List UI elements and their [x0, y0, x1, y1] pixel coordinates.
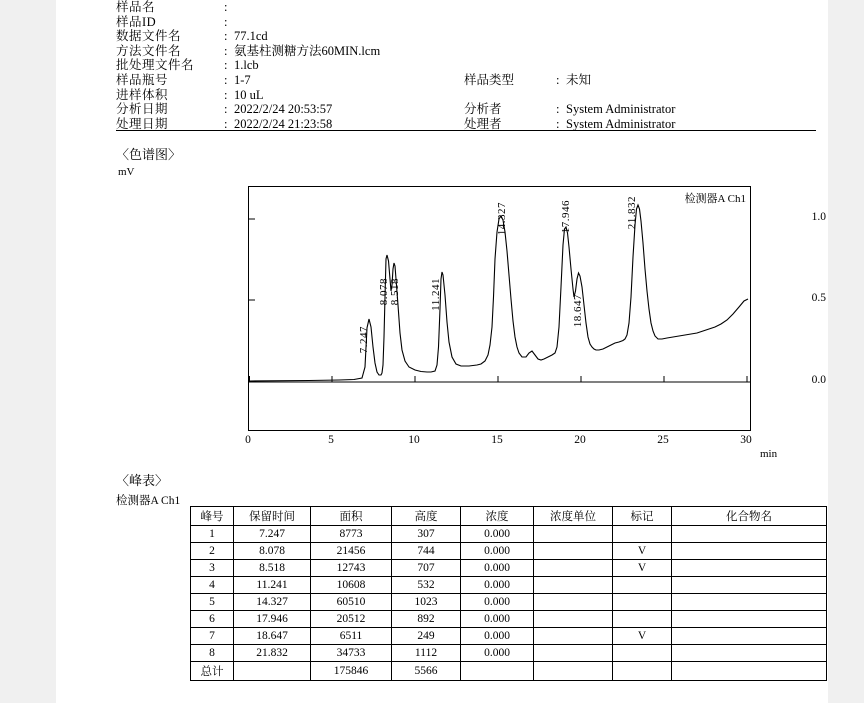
table-row — [191, 577, 827, 594]
info-value-2 — [556, 15, 816, 30]
col-header-area: 面积 — [311, 507, 392, 526]
table-row — [191, 543, 827, 560]
cell-mark — [613, 611, 672, 628]
y-tick-label: 0.5 — [811, 292, 826, 304]
cell-conc: 0.000 — [461, 594, 534, 611]
cell-unit — [534, 560, 613, 577]
info-value-2 — [556, 44, 816, 59]
table-row — [191, 560, 827, 577]
cell-name — [672, 645, 827, 662]
info-label: 样品名 — [116, 0, 156, 14]
x-tick-label: 25 — [657, 434, 669, 446]
cell-name — [672, 526, 827, 543]
cell-rt: 7.247 — [234, 526, 311, 543]
peaktable-section-title: 〈峰表〉 — [116, 473, 169, 488]
info-value-2 — [556, 88, 816, 103]
x-tick-label: 0 — [245, 434, 251, 446]
cell-mark — [613, 645, 672, 662]
cell-unit — [534, 526, 613, 543]
cell-total-mark — [613, 662, 672, 681]
cell-rt: 8.518 — [234, 560, 311, 577]
info-label: 样品ID — [116, 14, 157, 29]
cell-conc: 0.000 — [461, 543, 534, 560]
cell-height: 249 — [392, 628, 461, 645]
info-value: 2022/2/24 20:53:57 — [234, 102, 333, 117]
peak-label-8: 21.832 — [626, 196, 638, 230]
col-header-no: 峰号 — [191, 507, 234, 526]
cell-total-rt — [234, 662, 311, 681]
cell-total-label: 总计 — [191, 662, 234, 681]
cell-no: 6 — [191, 611, 234, 628]
peak-label-2: 8.078 — [378, 278, 390, 306]
info-value: 1.lcb — [234, 58, 259, 73]
cell-name — [672, 628, 827, 645]
info-value: 2022/2/24 21:23:58 — [234, 116, 333, 131]
info-colon: : — [224, 102, 228, 117]
info-colon: : — [224, 87, 228, 102]
info-colon: : — [224, 58, 228, 73]
peak-label-6: 17.946 — [560, 200, 572, 234]
cell-mark: V — [613, 628, 672, 645]
col-header-rt: 保留时间 — [234, 507, 311, 526]
info-row — [116, 0, 816, 15]
cell-unit — [534, 594, 613, 611]
info-value: 77.1cd — [234, 29, 268, 44]
info-label-2 — [464, 15, 556, 30]
info-value-2: System Administrator — [566, 102, 676, 117]
header-divider — [116, 130, 816, 131]
info-row — [116, 58, 816, 73]
info-label-2 — [464, 44, 556, 59]
peak-label-1: 7.247 — [358, 326, 370, 354]
cell-area: 10608 — [311, 577, 392, 594]
info-row — [116, 73, 816, 88]
peak-table — [190, 506, 827, 681]
cell-no: 7 — [191, 628, 234, 645]
info-label-2: 分析者 — [464, 102, 502, 117]
x-tick-label: 15 — [491, 434, 503, 446]
cell-conc: 0.000 — [461, 645, 534, 662]
col-header-name: 化合物名 — [672, 507, 827, 526]
y-tick-label: 0.0 — [811, 374, 826, 386]
peak-label-4: 11.241 — [430, 278, 442, 311]
cell-total-area: 175846 — [311, 662, 392, 681]
x-tick-label: 20 — [574, 434, 586, 446]
info-row — [116, 15, 816, 30]
info-colon-2: : — [556, 116, 560, 131]
cell-unit — [534, 577, 613, 594]
x-axis-unit-label: min — [760, 448, 778, 460]
cell-no: 3 — [191, 560, 234, 577]
detector-badge: 检测器A Ch1 — [684, 193, 746, 205]
info-label: 方法文件名 — [116, 43, 182, 58]
cell-rt: 11.241 — [234, 577, 311, 594]
cell-no: 4 — [191, 577, 234, 594]
info-label-2 — [464, 29, 556, 44]
cell-rt: 21.832 — [234, 645, 311, 662]
cell-name — [672, 611, 827, 628]
cell-unit — [534, 645, 613, 662]
cell-name — [672, 560, 827, 577]
cell-height: 707 — [392, 560, 461, 577]
info-colon: : — [224, 14, 228, 29]
cell-area: 60510 — [311, 594, 392, 611]
info-row — [116, 102, 816, 117]
info-value — [234, 15, 464, 30]
cell-unit — [534, 543, 613, 560]
table-row — [191, 611, 827, 628]
cell-area: 34733 — [311, 645, 392, 662]
col-header-mark: 标记 — [613, 507, 672, 526]
x-tick-label: 10 — [408, 434, 420, 446]
cell-name — [672, 594, 827, 611]
cell-mark — [613, 594, 672, 611]
cell-total-name — [672, 662, 827, 681]
info-label-2: 处理者 — [464, 116, 502, 131]
cell-mark: V — [613, 560, 672, 577]
table-row — [191, 594, 827, 611]
cell-unit — [534, 628, 613, 645]
cell-total-height: 5566 — [392, 662, 461, 681]
peak-label-7: 18.647 — [572, 294, 584, 328]
cell-rt: 17.946 — [234, 611, 311, 628]
sample-info-block — [116, 0, 816, 131]
info-label: 进样体积 — [116, 87, 169, 102]
cell-rt: 18.647 — [234, 628, 311, 645]
cell-height: 1023 — [392, 594, 461, 611]
col-header-unit: 浓度单位 — [534, 507, 613, 526]
report-page — [56, 0, 828, 703]
chromatogram-section-title: 〈色谱图〉 — [116, 147, 182, 162]
cell-total-unit — [534, 662, 613, 681]
cell-mark — [613, 526, 672, 543]
col-header-conc: 浓度 — [461, 507, 534, 526]
cell-mark: V — [613, 543, 672, 560]
peak-label-3: 8.518 — [389, 278, 401, 306]
info-label: 处理日期 — [116, 116, 169, 131]
cell-conc: 0.000 — [461, 526, 534, 543]
y-axis-unit-label: mV — [118, 166, 135, 178]
info-colon: : — [224, 72, 228, 87]
cell-area: 12743 — [311, 560, 392, 577]
cell-mark — [613, 577, 672, 594]
cell-area: 20512 — [311, 611, 392, 628]
y-tick-label: 1.0 — [811, 211, 826, 223]
info-colon-2: : — [556, 72, 560, 87]
info-label: 批处理文件名 — [116, 58, 195, 73]
cell-area: 6511 — [311, 628, 392, 645]
info-value-2 — [556, 0, 816, 15]
cell-rt: 8.078 — [234, 543, 311, 560]
cell-height: 744 — [392, 543, 461, 560]
table-row — [191, 628, 827, 645]
info-value: 10 uL — [234, 87, 264, 102]
info-row — [116, 88, 816, 103]
cell-height: 307 — [392, 526, 461, 543]
cell-conc: 0.000 — [461, 560, 534, 577]
cell-total-conc — [461, 662, 534, 681]
cell-no: 5 — [191, 594, 234, 611]
cell-height: 532 — [392, 577, 461, 594]
table-total-row — [191, 662, 827, 681]
info-label-2 — [464, 88, 556, 103]
peak-label-5: 14.327 — [496, 202, 508, 236]
cell-name — [672, 577, 827, 594]
info-label: 分析日期 — [116, 102, 169, 117]
cell-unit — [534, 611, 613, 628]
info-value-2: System Administrator — [566, 116, 676, 131]
info-value-2: 未知 — [566, 72, 592, 87]
cell-name — [672, 543, 827, 560]
info-row — [116, 44, 816, 59]
peak-table-wrapper — [190, 506, 827, 681]
table-header-row — [191, 507, 827, 526]
cell-no: 8 — [191, 645, 234, 662]
info-colon: : — [224, 116, 228, 131]
info-colon: : — [224, 29, 228, 44]
info-colon: : — [224, 43, 228, 58]
info-label: 数据文件名 — [116, 29, 182, 44]
info-label: 样品瓶号 — [116, 72, 169, 87]
info-label-2: 样品类型 — [464, 72, 515, 87]
info-value-2 — [556, 29, 816, 44]
info-colon: : — [224, 0, 228, 14]
cell-conc: 0.000 — [461, 577, 534, 594]
info-value: 氨基柱测糖方法60MIN.lcm — [234, 43, 381, 58]
table-row — [191, 526, 827, 543]
cell-conc: 0.000 — [461, 628, 534, 645]
col-header-height: 高度 — [392, 507, 461, 526]
info-label-2 — [464, 58, 556, 73]
info-value: 1-7 — [234, 72, 251, 87]
cell-area: 8773 — [311, 526, 392, 543]
cell-no: 1 — [191, 526, 234, 543]
cell-no: 2 — [191, 543, 234, 560]
cell-rt: 14.327 — [234, 594, 311, 611]
info-value-2 — [556, 58, 816, 73]
table-row — [191, 645, 827, 662]
cell-conc: 0.000 — [461, 611, 534, 628]
detector-channel-label: 检测器A Ch1 — [116, 495, 181, 507]
cell-height: 1112 — [392, 645, 461, 662]
cell-height: 892 — [392, 611, 461, 628]
x-tick-label: 5 — [328, 434, 334, 446]
info-label-2 — [464, 0, 556, 15]
chromatogram-chart — [174, 186, 826, 466]
cell-area: 21456 — [311, 543, 392, 560]
info-colon-2: : — [556, 102, 560, 117]
info-value — [234, 0, 464, 15]
info-row — [116, 29, 816, 44]
x-tick-label: 30 — [740, 434, 752, 446]
